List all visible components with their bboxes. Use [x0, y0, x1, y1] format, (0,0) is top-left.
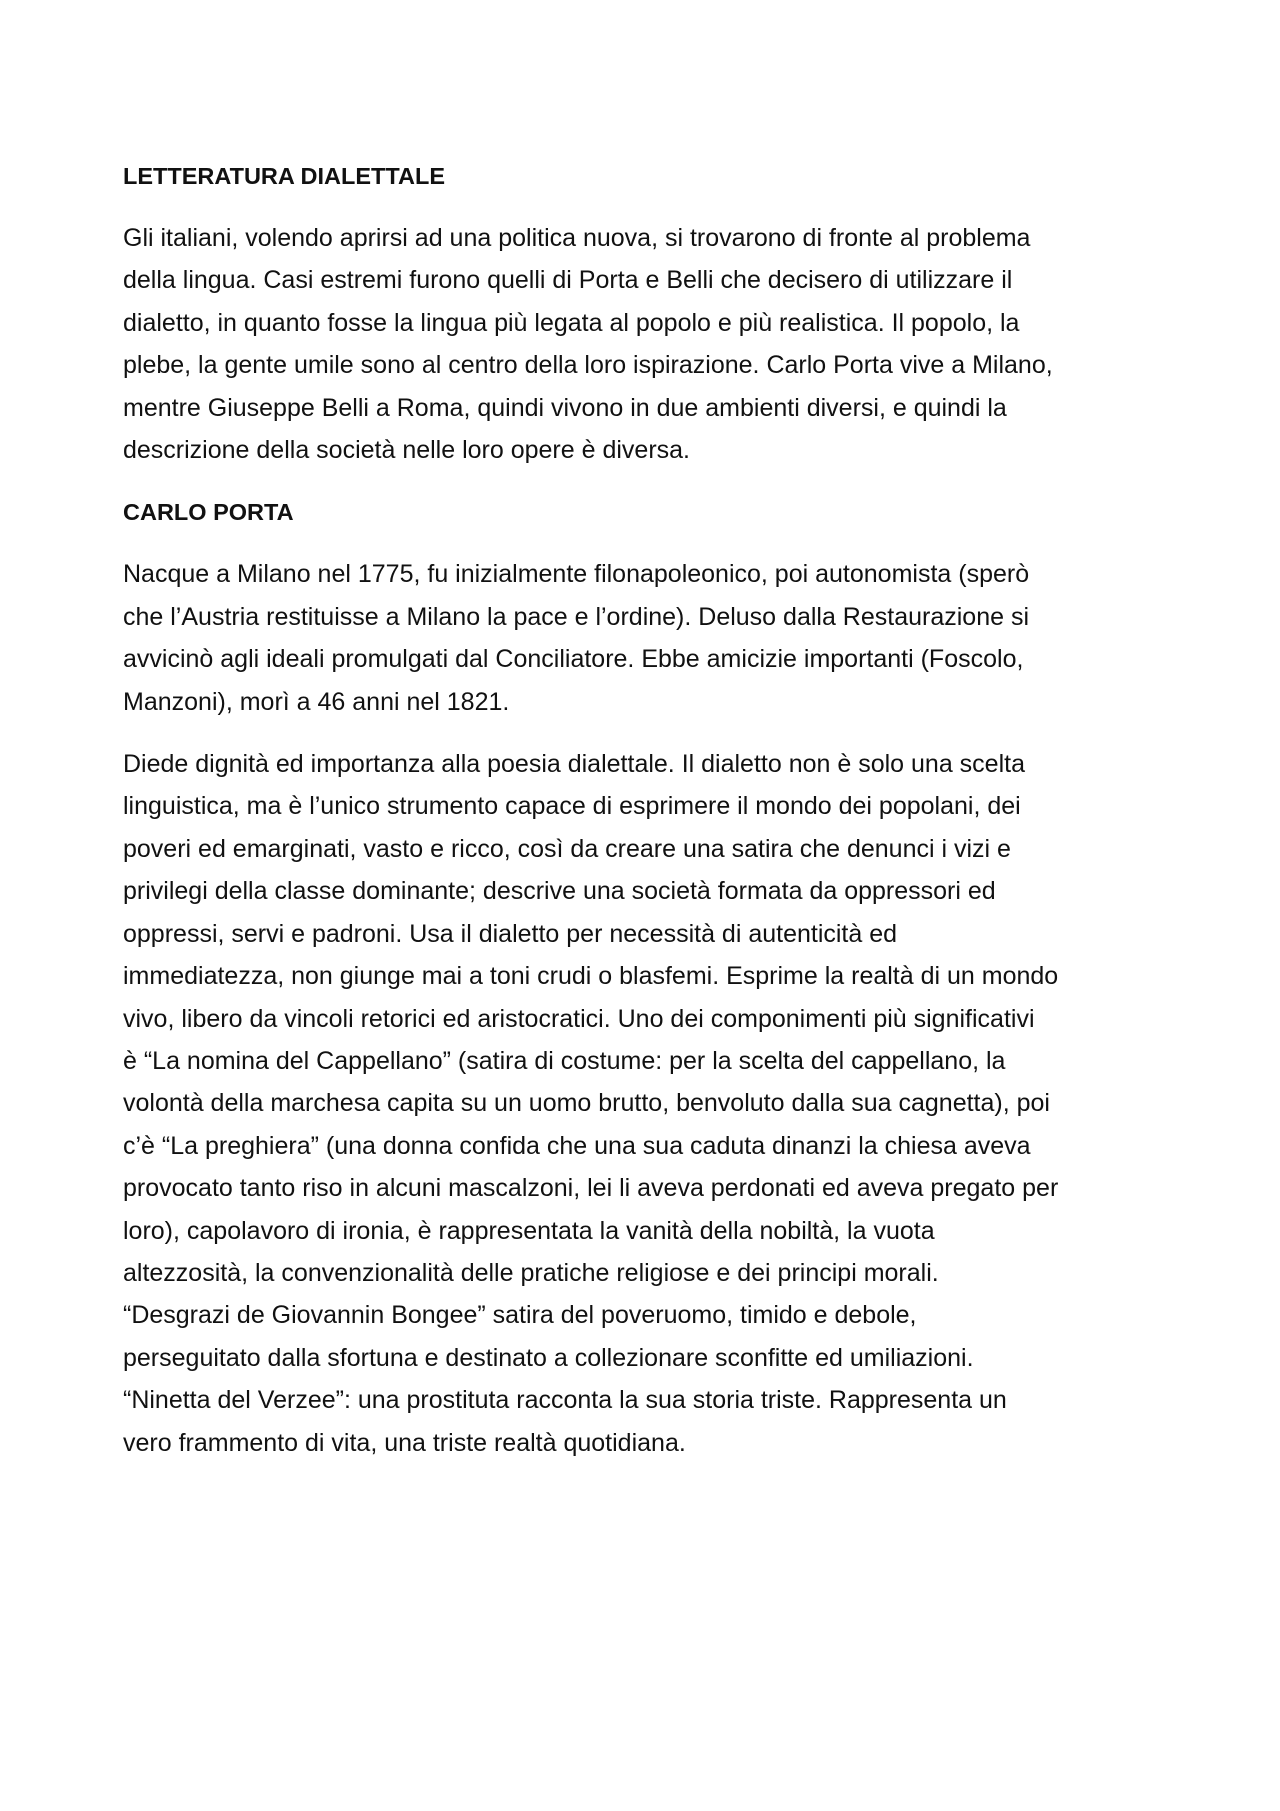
text-line: altezzosità, la convenzionalità delle pratiche religiose e dei principi morali. — [123, 1258, 939, 1287]
text-line: è “La nomina del Cappellano” (satira di costume: per la scelta del cappellano, la — [123, 1046, 1006, 1075]
text-line: Diede dignità ed importanza alla poesia dialettale. Il dialetto non è solo una scelta — [123, 750, 1025, 779]
text-line: Gli italiani, volendo aprirsi ad una politica nuova, si trovarono di fronte al problema — [123, 224, 1031, 252]
document-body — [123, 155, 1183, 1484]
text-line: mentre Giuseppe Belli a Roma, quindi vivono in due ambienti diversi, e quindi la — [123, 393, 1007, 422]
text-line: Manzoni), morì a 46 anni nel 1821. — [123, 687, 510, 716]
text-line: della lingua. Casi estremi furono quelli di Porta e Belli che decisero di utilizzare il — [123, 266, 1013, 295]
text-line: dialetto, in quanto fosse la lingua più legata al popolo e più realistica. Il popolo, la — [123, 308, 1020, 337]
paragraph-biography — [123, 553, 1183, 723]
text-line: vivo, libero da vincoli retorici ed aristocratici. Uno dei componimenti più significativi — [123, 1004, 1035, 1033]
text-line: che l’Austria restituisse a Milano la pace e l’ordine). Deluso dalla Restaurazione si — [123, 602, 1030, 631]
text-line: immediatezza, non giunge mai a toni crudi o blasfemi. Esprime la realtà di un mondo — [123, 962, 1059, 991]
text-line: “Desgrazi de Giovannin Bongee” satira del poveruomo, timido e debole, — [123, 1301, 917, 1330]
text-line: volontà della marchesa capita su un uomo brutto, benvoluto dalla sua cagnetta), poi — [123, 1089, 1050, 1118]
text-line: “Ninetta del Verzee”: una prostituta racconta la sua storia triste. Rappresenta un — [123, 1386, 1007, 1415]
text-line: linguistica, ma è l’unico strumento capace di esprimere il mondo dei popolani, dei — [123, 792, 1021, 821]
text-line: loro), capolavoro di ironia, è rappresentata la vanità della nobiltà, la vuota — [123, 1216, 935, 1245]
text-line: c’è “La preghiera” (una donna confida che una sua caduta dinanzi la chiesa aveva — [123, 1131, 1031, 1160]
heading-letteratura-dialettale: LETTERATURA DIALETTALE — [123, 163, 446, 189]
heading-carlo-porta: CARLO PORTA — [123, 499, 294, 526]
text-line: vero frammento di vita, una triste realtà quotidiana. — [123, 1428, 686, 1457]
text-line: descrizione della società nelle loro opere è diversa. — [123, 436, 690, 465]
text-line: plebe, la gente umile sono al centro della loro ispirazione. Carlo Porta vive a Milano, — [123, 351, 1053, 380]
paragraph-intro — [123, 217, 1183, 471]
paragraph-works — [123, 743, 1183, 1464]
text-line: privilegi della classe dominante; descrive una società formata da oppressori ed — [123, 877, 996, 906]
text-line: provocato tanto riso in alcuni mascalzoni, lei li aveva perdonati ed aveva pregato per — [123, 1174, 1059, 1203]
text-line: Nacque a Milano nel 1775, fu inizialmente filonapoleonico, poi autonomista (sperò — [123, 560, 1030, 589]
text-line: poveri ed emarginati, vasto e ricco, così da creare una satira che denunci i vizi e — [123, 834, 1011, 863]
text-line: avvicinò agli ideali promulgati dal Conciliatore. Ebbe amicizie importanti (Foscolo, — [123, 645, 1024, 674]
text-line: perseguitato dalla sfortuna e destinato a collezionare sconfitte ed umiliazioni. — [123, 1343, 974, 1372]
text-line: oppressi, servi e padroni. Usa il dialetto per necessità di autenticità ed — [123, 919, 898, 948]
